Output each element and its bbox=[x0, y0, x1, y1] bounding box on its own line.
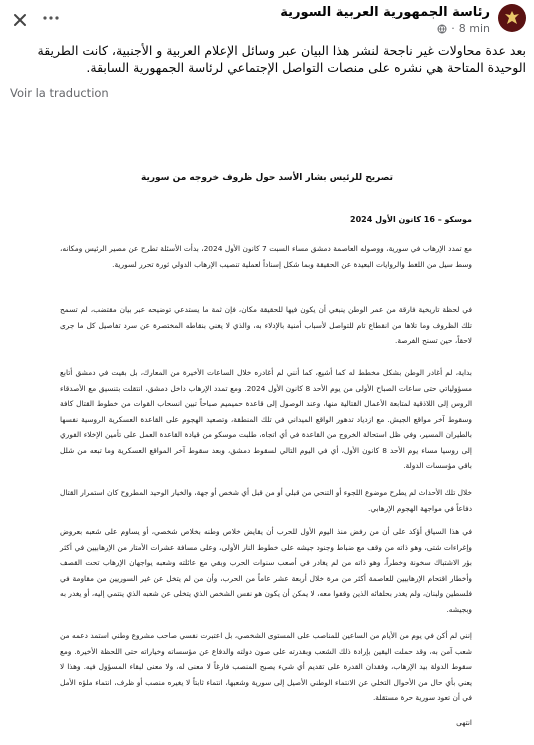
eagle-emblem-icon bbox=[502, 8, 522, 28]
post-time[interactable]: 8 min bbox=[458, 22, 490, 35]
document-paragraph: خلال تلك الأحداث لم يطرح موضوع اللجوء أو التنحي من قبلي أو من قبل أي شخص أو جهة، والخيار الوحيد المطروح كان استمرار القتال دفاعاً في مواجهة الهجوم الإرهابي. bbox=[60, 488, 472, 513]
document-date-line: موسكو – 16 كانون الأول 2024 bbox=[350, 215, 472, 224]
document-paragraph: في هذا السياق أؤكد على أن من رفض منذ اليوم الأول للحرب أن يقايض خلاص وطنه بخلاص شخصي، أو يساوم على شعبه بعروض وإغراءات شتى، وهو ذاته من وقف مع ضباط وجنود جيشه على خطوط النار الأولى، وعلى مسافة عشرات الأمتار من الإرهابيين في أكثر بؤر الاشتباك سخونة وخطراً، وهو ذاته من لم يغادر في أصعب سنوات الحرب وبقي مع عائلته وشعبه يواجهان الإرهاب تحت القصف وأخطار اقتحام الإرهابيين للعاصمة أكثر من مرة خلال أربعة عشر عاماً من الحرب، وأن من لم يتخل عن غير السوريين من مقاومة في فلسطين ولبنان، ولم يغدر بحلفائه الذين وقفوا معه، لا يمكن أن يكون هو نفس الشخص الذي يتخلى عن شعبه الذي ينتمي إليه، أو يغدر به وبجيشه. bbox=[60, 527, 472, 614]
close-button[interactable] bbox=[8, 8, 32, 32]
document-paragraph: إنني لم أكن في يوم من الأيام من الساعين للمناصب على المستوى الشخصي، بل اعتبرت نفسي صاحب مشروع وطني استمد دعمه من شعب آمن به، وقد حملت اليقين بإرادة ذلك الشعب وبقدرته على صون دولته والدفاع عن مؤسساته وخياراته حتى اللحظة الأخيرة. ومع سقوط الدولة بيد الإرهاب، وفقدان القدرة على تقديم أي شيء يصبح المنصب فارغاً لا معنى له، ولا معنى لبقاء المسؤول فيه. وهذا لا يعني بأي حال من الأحوال التخلي عن الانتماء الوطني الأصيل إلى سورية وشعبها، انتماء ثابتاً لا يغيره منصب أو ظرف، انتماء ملؤه الأمل في أن تعود سورية حرة مستقلة. bbox=[60, 631, 472, 702]
document-paragraph: بداية، لم أغادر الوطن بشكل مخطط له كما أشيع، كما أنني لم أغادره خلال الساعات الأخيرة من المعارك، بل بقيت في دمشق أتابع مسؤولياتي حتى ساعات الصباح الأولى من يوم الأحد 8 كانون الأول 2024. ومع تمدد الإرهاب داخل دمشق، انتقلت بتنسيق مع الأصدقاء الروس إلى اللاذقية لمتابعة الأعمال القتالية منها، وعند الوصول إلى قاعدة حميميم صباحاً تبين انسحاب القوات من خطوط القتال كافة وسقوط آخر مواقع الجيش. مع ازدياد تدهور الواقع الميداني في تلك المنطقة، وتصعيد الهجوم على القاعدة العسكرية الروسية نفسها بالطيران المسير، وفي ظل استحالة الخروج من القاعدة في أي اتجاه، طلبت موسكو من قيادة القاعدة العمل على تأمين الإخلاء الفوري إلى روسيا مساء يوم الأحد 8 كانون الأول، أي في اليوم التالي لسقوط دمشق، وبعد سقوط آخر المواقع العسكرية وما تبعه من شلل باقي مؤسسات الدولة. bbox=[60, 368, 472, 470]
post-text: بعد عدة محاولات غير ناجحة لنشر هذا البيان عبر وسائل الإعلام العربية و الأجنبية، كانت الطريقة الوحيدة المتاحة هي نشره على منصات التواصل الإجتماعي لرئاسة الجمهورية السابقة. bbox=[37, 43, 526, 75]
post-header bbox=[0, 0, 534, 40]
more-options-button[interactable] bbox=[40, 8, 62, 28]
document-title: تصريح للرئيس بشار الأسد حول ظروف خروجه من سورية bbox=[140, 173, 393, 183]
see-translation-link[interactable]: Voir la traduction bbox=[10, 86, 109, 100]
page-name[interactable]: رئاسة الجمهورية العربية السورية bbox=[280, 5, 490, 20]
document-paragraph: مع تمدد الإرهاب في سورية، ووصوله العاصمة دمشق مساء السبت 7 كانون الأول 2024، بدأت الأسئلة تطرح عن مصير الرئيس ومكانه، وسط سيل من اللغط والروايات البعيدة عن الحقيقة وبما شكل إسناداً لعملية تنصيب الإرهاب الدولي ثورة تحرر لسورية. bbox=[60, 244, 472, 269]
document-signature: انتهى bbox=[456, 718, 472, 727]
document-paragraph: في لحظة تاريخية فارقة من عمر الوطن ينبغي أن يكون فيها للحقيقة مكان، فإن ثمة ما يستدعي توضيحه عبر بيان مقتضب، لم تسمح تلك الظروف وما تلاها من انقطاع تام للتواصل لأسباب أمنية بالإدلاء به، والذي لا يغني بنقاطه المختصرة عن سرد تفاصيل كل ما جرى لاحقاً، حين تسنح الفرصة. bbox=[60, 305, 472, 345]
avatar[interactable] bbox=[498, 4, 526, 32]
globe-icon bbox=[437, 24, 447, 34]
statement-image[interactable] bbox=[0, 106, 534, 745]
more-horizontal-icon bbox=[43, 16, 59, 20]
post-meta: · 8 min bbox=[437, 22, 490, 35]
close-icon bbox=[13, 13, 27, 27]
